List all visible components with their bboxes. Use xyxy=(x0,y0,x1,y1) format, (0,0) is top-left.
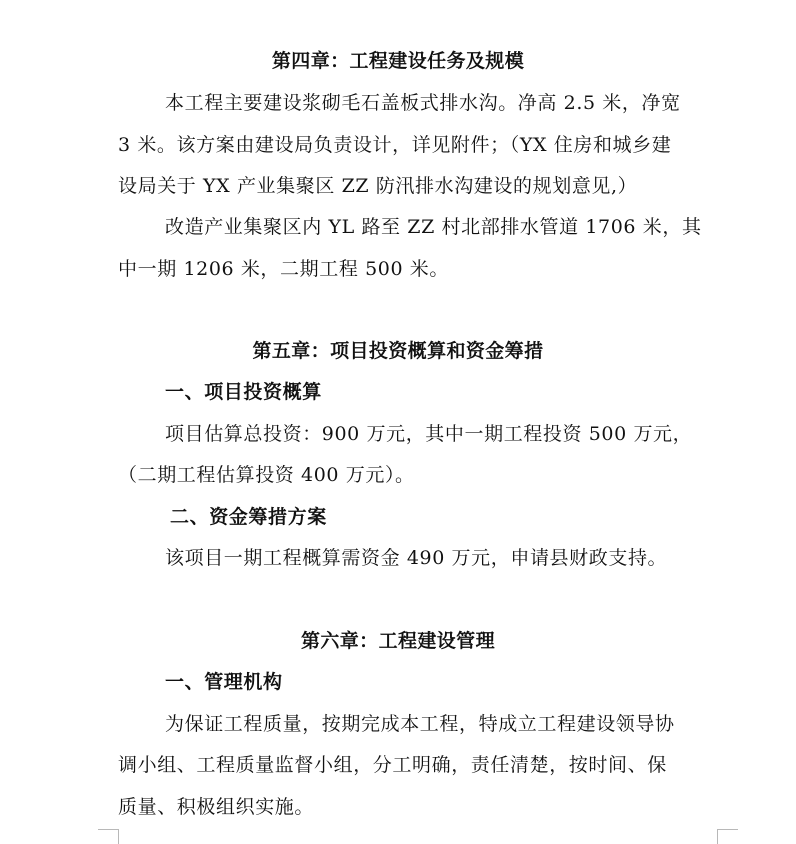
chapter-5-section-2-heading: 二、资金筹措方案 xyxy=(170,506,327,528)
chapter-4-line-4: 改造产业集聚区内 YL 路至 ZZ 村北部排水管道 1706 米，其 xyxy=(165,216,702,238)
chapter-6-title: 第六章：工程建设管理 xyxy=(300,630,495,652)
chapter-5-section-1-line-2: （二期工程估算投资 400 万元）。 xyxy=(118,464,415,486)
chapter-6-section-1-line-2: 调小组、工程质量监督小组，分工明确，责任清楚，按时间、保 xyxy=(118,754,667,776)
chapter-5-title: 第五章：项目投资概算和资金筹措 xyxy=(252,340,544,362)
chapter-4-line-3: 设局关于 YX 产业集聚区 ZZ 防汛排水沟建设的规划意见,） xyxy=(118,175,638,197)
chapter-5-section-1-line-1: 项目估算总投资：900 万元，其中一期工程投资 500 万元， xyxy=(165,423,693,445)
chapter-6-section-1-line-1: 为保证工程质量，按期完成本工程，特成立工程建设领导协 xyxy=(165,713,675,735)
chapter-4-line-2: 3 米。该方案由建设局负责设计，详见附件；（YX 住房和城乡建 xyxy=(118,134,672,156)
chapter-6-section-1-line-3: 质量、积极组织实施。 xyxy=(118,796,315,818)
margin-corner-mark-left xyxy=(98,829,119,844)
chapter-4-title: 第四章：工程建设任务及规模 xyxy=(271,50,525,72)
chapter-4-line-5: 中一期 1206 米，二期工程 500 米。 xyxy=(118,258,449,280)
chapter-4-line-1: 本工程主要建设浆砌毛石盖板式排水沟。净高 2.5 米，净宽 xyxy=(165,92,681,114)
margin-corner-mark-right xyxy=(717,829,738,844)
chapter-5-section-2-line-1: 该项目一期工程概算需资金 490 万元，申请县财政支持。 xyxy=(165,547,668,569)
chapter-6-section-1-heading: 一、管理机构 xyxy=(165,671,283,693)
chapter-5-section-1-heading: 一、项目投资概算 xyxy=(165,381,322,403)
